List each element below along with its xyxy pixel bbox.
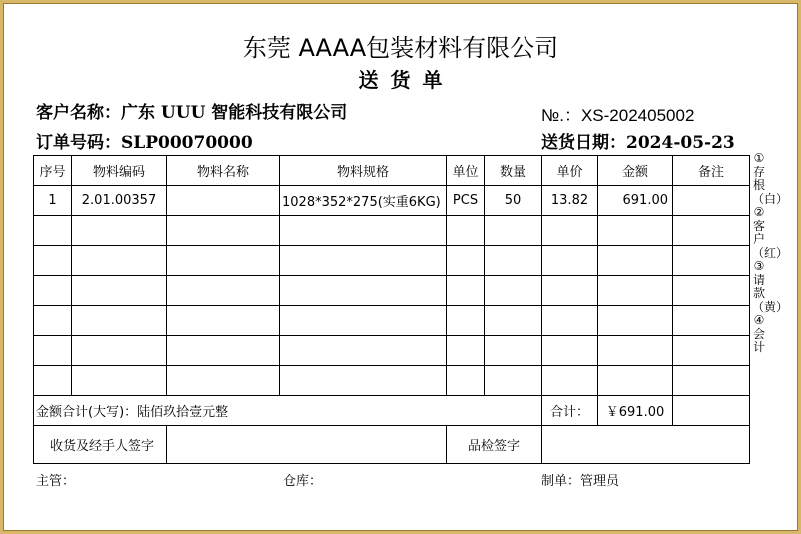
total-empty [673, 396, 750, 426]
cell-price [542, 306, 598, 336]
copy-distribution-note: ①存根（白）②客户（红）③请款（黄）④会计 [752, 151, 789, 354]
cell-amount [598, 366, 673, 396]
items-table [33, 155, 750, 464]
receiver-signature-label: 收货及经手人签字 [34, 426, 167, 464]
cell-name [167, 216, 280, 246]
cell-remark [673, 246, 750, 276]
cell-name [167, 276, 280, 306]
cell-spec [280, 246, 447, 276]
cell-name [167, 336, 280, 366]
cell-name [167, 246, 280, 276]
cell-amount [598, 306, 673, 336]
customer-value: 广东 UUU 智能科技有限公司 [121, 103, 348, 123]
number-value: XS-202405002 [580, 106, 695, 125]
cell-name [167, 306, 280, 336]
order-value: SLP00070000 [121, 133, 253, 153]
cell-code: 2.01.00357 [72, 186, 167, 216]
warehouse-label: 仓库： [283, 474, 323, 489]
qc-signature-label: 品检签字 [447, 426, 542, 464]
cell-seq [34, 216, 72, 246]
qc-signature-field[interactable] [542, 426, 750, 464]
table-row [34, 186, 750, 216]
cell-unit [447, 306, 485, 336]
order-label: 订单号码： [36, 133, 121, 153]
header-unit: 单位 [447, 156, 485, 186]
cell-name [167, 186, 280, 216]
cell-seq [34, 336, 72, 366]
total-sum-value: ￥691.00 [598, 396, 673, 426]
cell-remark [673, 216, 750, 246]
date-field [541, 128, 735, 153]
table-header [34, 156, 750, 186]
cell-amount [598, 336, 673, 366]
cell-seq [34, 276, 72, 306]
cell-code [72, 246, 167, 276]
header-seq: 序号 [34, 156, 72, 186]
cell-remark [673, 306, 750, 336]
customer-field [36, 98, 347, 123]
total-sum-label: 合计： [542, 396, 598, 426]
header-spec: 物料规格 [280, 156, 447, 186]
number-label: №.： [541, 106, 581, 125]
cell-name [167, 366, 280, 396]
cell-qty [485, 216, 542, 246]
cell-spec [280, 366, 447, 396]
cell-spec [280, 276, 447, 306]
cell-seq: 1 [34, 186, 72, 216]
cell-qty [485, 366, 542, 396]
cell-qty [485, 336, 542, 366]
date-value: 2024-05-23 [626, 133, 735, 153]
company-title: 东莞 AAAA包装材料有限公司 [242, 34, 559, 62]
cell-spec: 1028*352*275(实重6KG) [280, 186, 447, 216]
cell-code [72, 336, 167, 366]
cell-seq [34, 306, 72, 336]
header-qty: 数量 [485, 156, 542, 186]
number-field [541, 101, 694, 126]
cell-amount [598, 216, 673, 246]
cell-qty [485, 246, 542, 276]
cell-qty [485, 276, 542, 306]
maker-label: 制单：管理员 [541, 474, 620, 489]
cell-unit [447, 366, 485, 396]
cell-code [72, 216, 167, 246]
cell-remark [673, 366, 750, 396]
total-words: 金额合计(大写)：陆佰玖拾壹元整 [34, 396, 542, 426]
cell-price [542, 366, 598, 396]
cell-amount: 691.00 [598, 186, 673, 216]
cell-spec [280, 216, 447, 246]
header-price: 单价 [542, 156, 598, 186]
cell-unit [447, 336, 485, 366]
cell-remark [673, 336, 750, 366]
cell-qty [485, 306, 542, 336]
receiver-signature-field[interactable] [167, 426, 447, 464]
cell-unit [447, 276, 485, 306]
table-row [34, 366, 750, 396]
cell-remark [673, 276, 750, 306]
total-row [34, 396, 750, 426]
cell-price [542, 246, 598, 276]
cell-code [72, 276, 167, 306]
customer-label: 客户名称： [36, 103, 121, 123]
cell-price [542, 336, 598, 366]
order-field [36, 128, 253, 153]
header-code: 物料编码 [72, 156, 167, 186]
cell-unit: PCS [447, 186, 485, 216]
cell-price [542, 216, 598, 246]
cell-price [542, 276, 598, 306]
table-row [34, 336, 750, 366]
cell-unit [447, 246, 485, 276]
cell-amount [598, 276, 673, 306]
cell-unit [447, 216, 485, 246]
header-amount: 金额 [598, 156, 673, 186]
signature-row [34, 426, 750, 464]
cell-price: 13.82 [542, 186, 598, 216]
cell-qty: 50 [485, 186, 542, 216]
cell-remark [673, 186, 750, 216]
date-label: 送货日期： [541, 133, 626, 153]
cell-seq [34, 366, 72, 396]
table-row [34, 276, 750, 306]
header-remark: 备注 [673, 156, 750, 186]
document-title: 送货单 [358, 68, 455, 92]
table-row [34, 306, 750, 336]
cell-amount [598, 246, 673, 276]
cell-code [72, 306, 167, 336]
cell-seq [34, 246, 72, 276]
supervisor-label: 主管： [36, 474, 76, 489]
cell-spec [280, 306, 447, 336]
cell-spec [280, 336, 447, 366]
cell-code [72, 366, 167, 396]
header-name: 物料名称 [167, 156, 280, 186]
table-row [34, 246, 750, 276]
table-row [34, 216, 750, 246]
